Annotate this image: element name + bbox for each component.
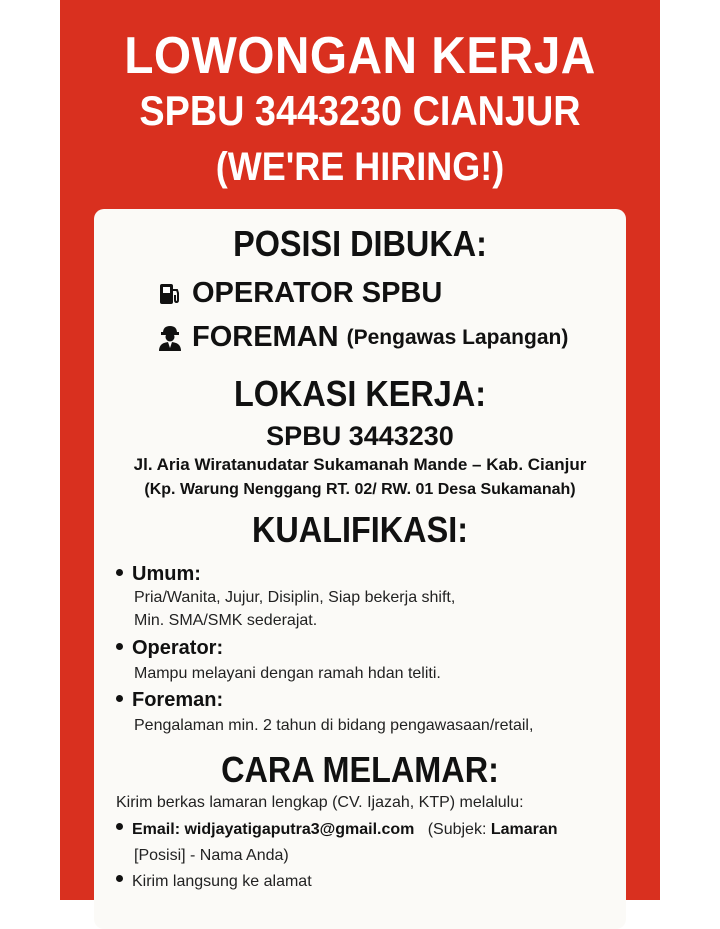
apply-heading: CARA MELAMAR: [221, 749, 499, 790]
list-item [116, 689, 223, 712]
position-item-foreman [156, 321, 568, 354]
fuel-pump-icon [156, 280, 184, 308]
bullet-icon [116, 643, 123, 650]
bullet-icon [116, 569, 123, 576]
qualification-detail: Mampu melayani dengan ramah hdan teliti. [134, 665, 441, 682]
location-heading: LOKASI KERJA: [233, 373, 487, 414]
qualifications-heading: KUALIFIKASI: [252, 509, 468, 550]
location-name: SPBU 3443230 [266, 421, 454, 451]
bullet-icon [116, 695, 123, 702]
email-label: Email: [132, 821, 181, 838]
list-item [116, 563, 201, 586]
position-item-operator [156, 277, 442, 310]
qualification-label: Foreman: [132, 689, 224, 711]
email-address[interactable]: widjayatigaputra3@gmail.com [184, 821, 415, 838]
worker-icon [156, 324, 184, 352]
qualification-label: Operator: [132, 637, 224, 659]
poster-title: LOWONGAN KERJA [124, 27, 596, 85]
bullet-icon [116, 823, 123, 830]
qualification-detail: Pria/Wanita, Jujur, Disiplin, Siap bekerja shift, [134, 589, 456, 606]
qualification-detail: Min. SMA/SMK sederajat. [134, 612, 318, 629]
content-card [94, 209, 626, 929]
subject-line-2: [Posisi] - Nama Anda) [134, 847, 289, 864]
list-item [116, 873, 312, 891]
position-label: OPERATOR SPBU [192, 277, 443, 309]
bullet-icon [116, 875, 123, 882]
location-detail: (Kp. Warung Nenggang RT. 02/ RW. 01 Desa Sukamanah) [144, 481, 576, 498]
list-item [116, 637, 223, 660]
poster-tagline: (WE'RE HIRING!) [215, 145, 505, 189]
position-label: FOREMAN [192, 321, 339, 353]
email-line [132, 821, 558, 839]
location-address: Jl. Aria Wiratanudatar Sukamanah Mande – Kab. Cianjur [133, 455, 587, 474]
positions-heading: POSISI DIBUKA: [233, 223, 487, 264]
subject-text: Lamaran [490, 821, 558, 838]
position-sublabel: (Pengawas Lapangan) [346, 325, 569, 349]
poster-header [60, 26, 660, 192]
apply-intro: Kirim berkas lamaran lengkap (CV. Ijazah, KTP) melalulu: [116, 794, 524, 811]
qualification-label: Umum: [132, 563, 201, 585]
list-item [116, 821, 558, 839]
subject-prefix: (Subjek: [427, 821, 487, 838]
direct-delivery-text: Kirim langsung ke alamat [132, 873, 312, 890]
hiring-poster [60, 0, 660, 900]
qualification-detail: Pengalaman min. 2 tahun di bidang pengawasaan/retail, [134, 717, 534, 734]
poster-subtitle: SPBU 3443230 CIANJUR [139, 87, 581, 134]
